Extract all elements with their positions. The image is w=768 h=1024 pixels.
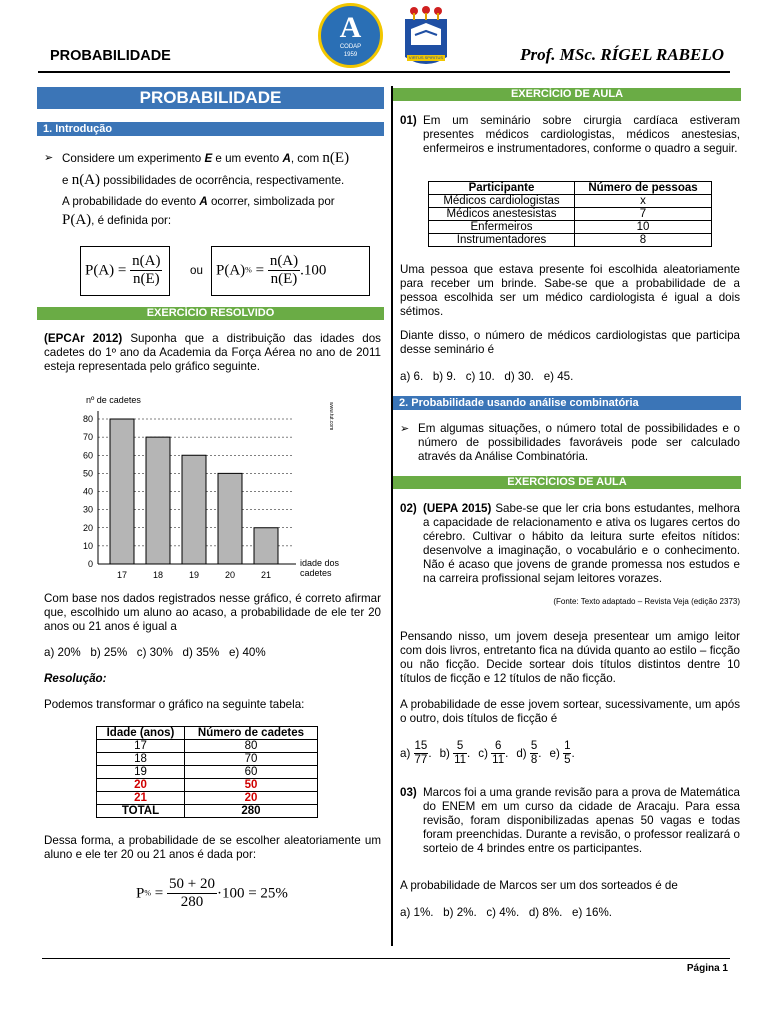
nA-symbol: n(A) xyxy=(71,172,101,188)
question-03-p2: A probabilidade de Marcos ser um dos sorteados é de xyxy=(400,879,678,892)
cadetes-bar-chart xyxy=(60,384,360,584)
participants-table xyxy=(428,181,712,247)
table-total-row: TOTAL 280 xyxy=(97,805,318,818)
option-fraction: $\frac{5}{11}$ xyxy=(454,740,467,766)
x-tick-label: 19 xyxy=(188,570,200,580)
class-exercise-heading: EXERCÍCIO DE AULA xyxy=(393,88,741,101)
logo-year: 1959 xyxy=(343,52,358,58)
page-title: PROBABILIDADE xyxy=(37,87,384,109)
table-intro: Podemos transformar o gráfico na seguinte tabela: xyxy=(44,698,305,711)
table-row: 17 80 xyxy=(97,740,318,753)
answer-option: e) $\frac{1}{5}$ . xyxy=(549,740,575,766)
table-row: Médicos anestesistas 7 xyxy=(429,208,712,221)
footer-divider xyxy=(42,958,730,959)
section-heading-intro: 1. Introdução xyxy=(37,122,384,136)
solved-exercise-heading: EXERCÍCIO RESOLVIDO xyxy=(37,307,384,320)
watermark: www.tut.com xyxy=(328,402,334,431)
x-tick-label: 21 xyxy=(260,570,272,580)
formula-box-2: P(A)% = $\frac{n(A)}{n(E)}$ .100 xyxy=(211,246,370,296)
question-01: 01) Em um seminário sobre cirurgia cardíaca estiveram presentes médicos cardiologistas, médicos anestesias, enfermeiros e instrumentadores, conforme o quadro a seguir. xyxy=(400,114,740,155)
result-formula: P% = $\frac{50 + 20}{280}$ ·100 = 25% xyxy=(136,876,288,910)
table-header: Número de pessoas xyxy=(575,182,712,195)
answer-option: d) $\frac{5}{8}$ . xyxy=(516,740,542,766)
source-citation: (Fonte: Texto adaptado – Revista Veja (edição 2373) xyxy=(553,597,740,606)
x-axis-label: idade dos xyxy=(300,558,340,568)
formula-box-1: P(A) = $\frac{n(A)}{n(E)}$ xyxy=(80,246,170,296)
bar xyxy=(182,455,206,564)
bar xyxy=(218,473,242,564)
epcar-question: (EPCAr 2012) Suponha que a distribuição das idades dos cadetes do 1º ano da Academia da Força Aérea no ano de 2011 esteja representada pelo gráfico seguinte. xyxy=(44,332,381,373)
question-02-p2: Pensando nisso, um jovem deseja presentear um amigo leitor com dois livros, entretanto fica na dúvida quanto ao estilo – ficção ou não ficção. Decide sortear dois títulos distintos dentre 10 títulos de ficção e 12 títulos de não ficção. xyxy=(400,630,740,685)
resolution-label: Resolução: xyxy=(44,672,107,685)
cadetes-table xyxy=(96,726,318,818)
question-01-p3: Diante disso, o número de médicos cardiologistas que participa desse seminário é xyxy=(400,329,740,356)
option-fraction: $\frac{5}{8}$ xyxy=(530,740,538,766)
bar xyxy=(254,528,278,564)
or-label: ou xyxy=(190,264,203,277)
y-tick-label: 40 xyxy=(82,486,93,497)
question-01-p2: Uma pessoa que estava presente foi escolhida aleatoriamente para receber um brinde. Sabe-se que a probabilidade de a pessoa escolhida ser um médico cardiologista é igual a dois sétimos. xyxy=(400,263,740,318)
intro-paragraph: ➢ Considere um experimento E e um evento A, com n(E) e n(A) possibilidades de ocorrência, respectivamente. A probabilidade do evento A ocorrer, simbolizada por P(A), é definida por: xyxy=(44,150,350,228)
logo-caption: CODAP xyxy=(339,44,362,50)
header-divider xyxy=(38,71,730,73)
x-tick-label: 20 xyxy=(224,570,236,580)
table-row: 18 70 xyxy=(97,753,318,766)
section-heading-combinatorics: 2. Probabilidade usando análise combinatória xyxy=(393,396,741,410)
crest-ribbon: VIRTUS SPIRITUS xyxy=(408,55,444,60)
table-row: Instrumentadores 8 xyxy=(429,234,712,247)
probability-statement: Dessa forma, a probabilidade de se escolher aleatoriamente um aluno e ele ter 20 ou 21 anos é dada por: xyxy=(44,834,381,861)
x-axis-label: cadetes xyxy=(300,568,332,578)
arrow-bullet-icon: ➢ xyxy=(400,423,410,435)
table-header: Participante xyxy=(429,182,575,195)
question-02: 02) (UEPA 2015) Sabe-se que ler cria bons estudantes, melhora a capacidade de relacionamento e ativa os lugares certos do cérebro. Cultivar o hábito da leitura surte efeitos nítidos: desenvolve a imaginação, o vocabulário e o conhecimento. Não é acaso que jovens de grande promessa nos estudos e na carreira profissional sejam leitores vorazes. xyxy=(400,502,740,585)
table-row-highlight: 21 20 xyxy=(97,792,318,805)
header-author: Prof. MSc. RÍGEL RABELO xyxy=(520,45,724,64)
answer-options-epcar: a) 20% b) 25% c) 30% d) 35% e) 40% xyxy=(44,646,266,659)
answer-options-02 xyxy=(400,740,583,767)
table-header: Idade (anos) xyxy=(97,727,185,740)
y-tick-label: 10 xyxy=(82,540,93,551)
table-row-highlight: 20 50 xyxy=(97,779,318,792)
answer-options-03: a) 1%. b) 2%. c) 4%. d) 8%. e) 16%. xyxy=(400,906,612,919)
page-number: Página 1 xyxy=(686,963,728,974)
y-tick-label: 60 xyxy=(82,450,93,461)
y-tick-label: 20 xyxy=(82,522,93,533)
table-row: 19 60 xyxy=(97,766,318,779)
y-tick-label: 70 xyxy=(82,432,93,443)
combinatorics-paragraph: ➢ Em algumas situações, o número total de possibilidades e o número de possibilidades favoráveis pode ser calculado através da Análise Combinatória. xyxy=(400,422,740,463)
x-tick-label: 17 xyxy=(116,570,128,580)
header-left-title: PROBABILIDADE xyxy=(50,48,171,64)
y-tick-label: 0 xyxy=(87,559,93,569)
option-fraction: $\frac{6}{11}$ xyxy=(492,740,505,766)
class-exercises-heading: EXERCÍCIOS DE AULA xyxy=(393,476,741,489)
logo-letter: A xyxy=(339,11,362,44)
option-fraction: $\frac{1}{5}$ xyxy=(564,740,571,766)
column-divider xyxy=(391,86,393,946)
arrow-bullet-icon: ➢ xyxy=(44,152,54,164)
table-row: Enfermeiros 10 xyxy=(429,221,712,234)
answer-option: b) $\frac{5}{11}$ . xyxy=(439,740,471,766)
x-tick-label: 18 xyxy=(152,570,164,580)
nE-symbol: n(E) xyxy=(322,150,350,166)
table-row: Médicos cardiologistas x xyxy=(429,195,712,208)
bar xyxy=(110,419,134,564)
codap-logo xyxy=(318,3,383,68)
y-tick-label: 30 xyxy=(82,504,93,515)
y-tick-label: 80 xyxy=(82,414,93,424)
option-fraction: $\frac{15}{77}$ xyxy=(414,740,428,766)
answer-option: c) $\frac{6}{11}$ . xyxy=(478,740,509,766)
chart-question: Com base nos dados registrados nesse gráfico, é correto afirmar que, escolhido um aluno ao acaso, a probabilidade de ele ter 20 anos ou 21 anos é igual a xyxy=(44,592,381,633)
table-header: Número de cadetes xyxy=(184,727,317,740)
y-axis-label: nº de cadetes xyxy=(86,395,141,405)
question-03: 03) Marcos foi a uma grande revisão para a prova de Matemática do ENEM em um curso da cidade de Aracaju. Para essa revisão, foram disponibilizadas apenas 50 vagas e todas foram preenchidas. Durante a revisão, o professor realizará o sorteio de 4 brindes entre os participantes. xyxy=(400,786,740,855)
PA-symbol: P(A) xyxy=(62,212,92,228)
answer-options-01: a) 6. b) 9. c) 10. d) 30. e) 45. xyxy=(400,370,574,383)
question-02-p3: A probabilidade de esse jovem sortear, sucessivamente, um após o outro, dois títulos de ficção é xyxy=(400,698,740,725)
y-tick-label: 50 xyxy=(82,468,93,479)
bar xyxy=(146,437,170,564)
answer-option: a) $\frac{15}{77}$ . xyxy=(400,740,432,766)
